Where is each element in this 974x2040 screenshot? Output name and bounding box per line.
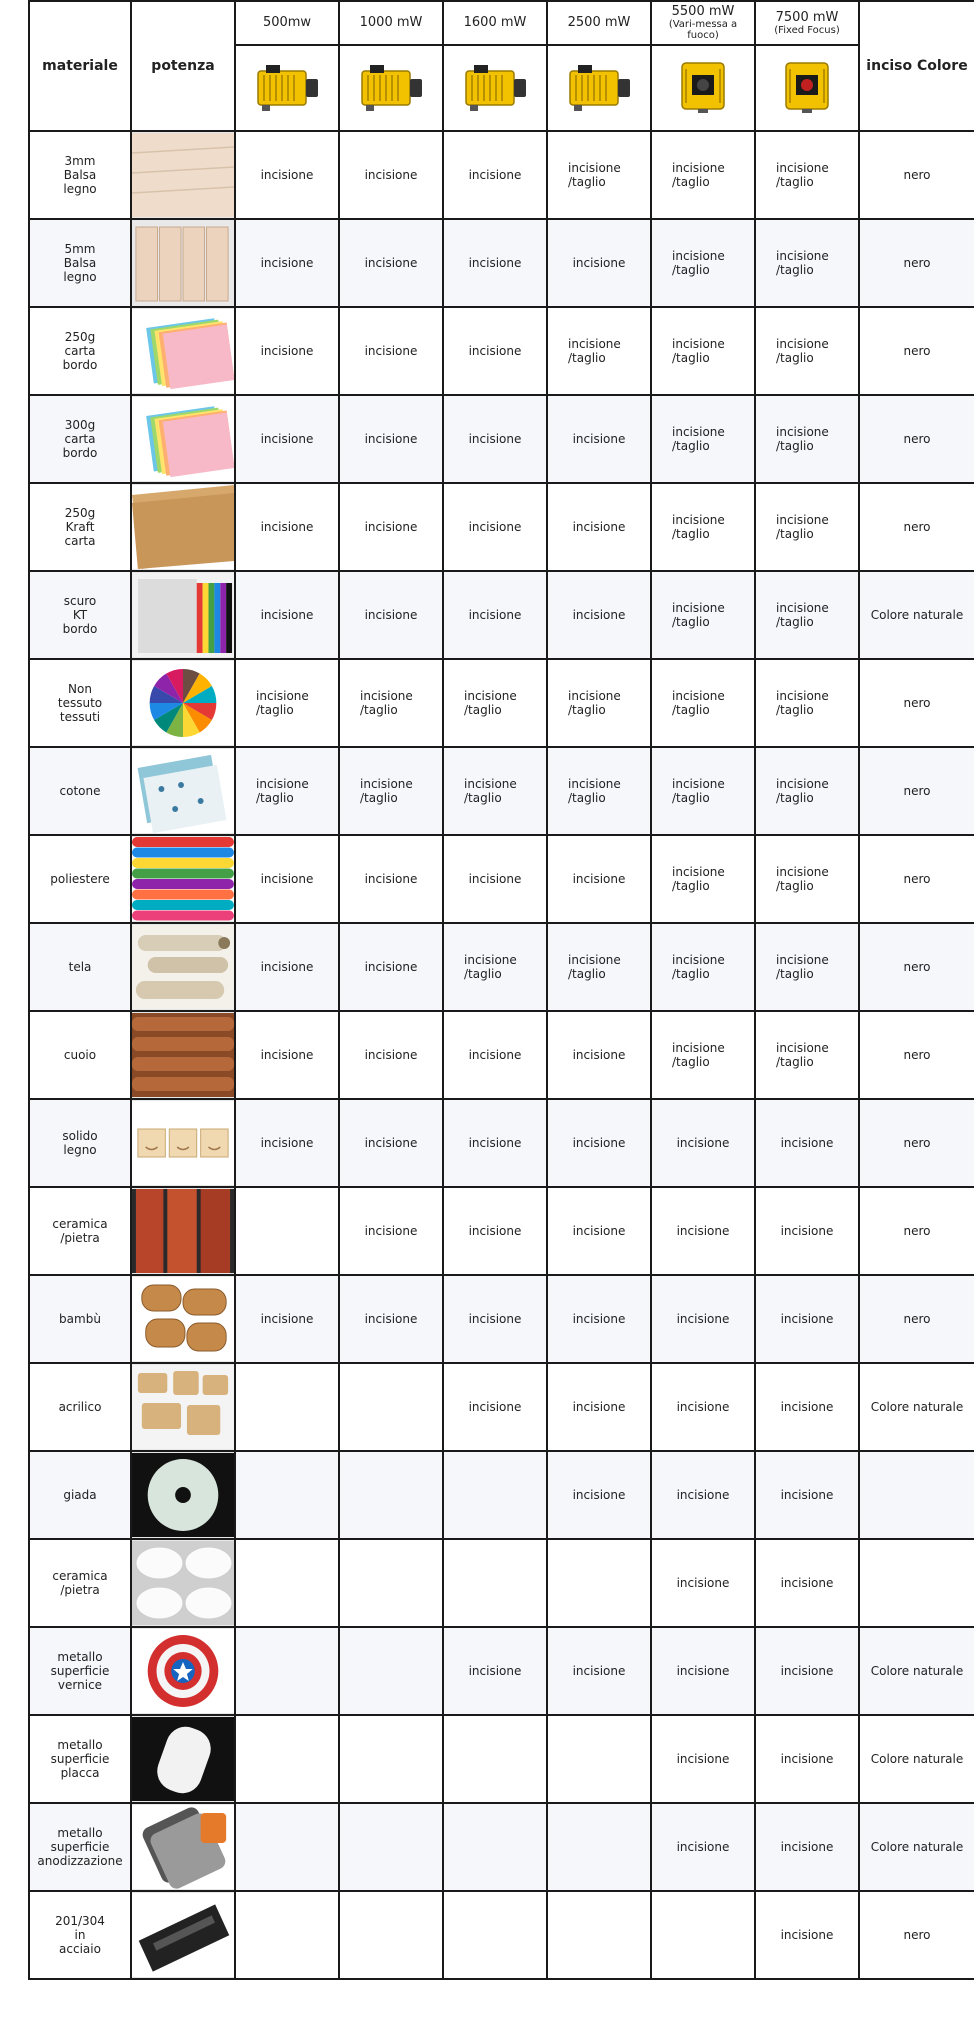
capability-cell: incisione bbox=[339, 923, 443, 1011]
table-row bbox=[29, 1363, 974, 1451]
capability-cell: incisione bbox=[755, 1099, 859, 1187]
capability-cell: incisione bbox=[443, 1099, 547, 1187]
table-row bbox=[29, 923, 974, 1011]
material-name: metallo superficie vernice bbox=[29, 1627, 131, 1715]
table-row bbox=[29, 1891, 974, 1979]
capability-cell: incisione bbox=[547, 1363, 651, 1451]
power-1600: 1600 mW bbox=[443, 1, 547, 45]
capability-cell: incisione /taglio bbox=[651, 571, 755, 659]
engraved-color: nero bbox=[859, 483, 974, 571]
capability-cell: incisione bbox=[755, 1275, 859, 1363]
header-engraved-color: inciso Colore bbox=[859, 1, 974, 131]
capability-cell bbox=[235, 1803, 339, 1891]
capability-cell: incisione bbox=[235, 1275, 339, 1363]
capability-cell: incisione bbox=[547, 1275, 651, 1363]
engraved-color: nero bbox=[859, 835, 974, 923]
engraved-color: nero bbox=[859, 1275, 974, 1363]
acrylic-pieces-image bbox=[131, 1363, 235, 1451]
power-500: 500mw bbox=[235, 1, 339, 45]
power-5500: 5500 mW (Vari-messa a fuoco) bbox=[651, 1, 755, 45]
capability-cell: incisione bbox=[443, 131, 547, 219]
power-2500: 2500 mW bbox=[547, 1, 651, 45]
table-row bbox=[29, 747, 974, 835]
painted-shield-image bbox=[131, 1627, 235, 1715]
capability-cell bbox=[443, 1451, 547, 1539]
engraved-color: nero bbox=[859, 659, 974, 747]
header-material: materiale bbox=[29, 1, 131, 131]
capability-cell: incisione bbox=[547, 219, 651, 307]
engraved-color: Colore naturale bbox=[859, 1715, 974, 1803]
capability-cell: incisione bbox=[651, 1363, 755, 1451]
table-row bbox=[29, 1803, 974, 1891]
capability-cell: incisione bbox=[339, 835, 443, 923]
table-row bbox=[29, 835, 974, 923]
capability-cell bbox=[339, 1363, 443, 1451]
capability-cell: incisione /taglio bbox=[651, 923, 755, 1011]
table-row bbox=[29, 1275, 974, 1363]
engraved-color: nero bbox=[859, 923, 974, 1011]
engraved-color: nero bbox=[859, 131, 974, 219]
capability-cell: incisione /taglio bbox=[339, 747, 443, 835]
capability-cell: incisione bbox=[339, 395, 443, 483]
capability-cell bbox=[547, 1891, 651, 1979]
capability-cell: incisione bbox=[339, 1187, 443, 1275]
capability-cell: incisione bbox=[235, 307, 339, 395]
material-name: 250g carta bordo bbox=[29, 307, 131, 395]
capability-cell: incisione bbox=[235, 1099, 339, 1187]
kt-board-image bbox=[131, 571, 235, 659]
capability-cell bbox=[339, 1451, 443, 1539]
header-power: potenza bbox=[131, 1, 235, 131]
engraved-color: nero bbox=[859, 747, 974, 835]
material-name: 201/304 in acciaio bbox=[29, 1891, 131, 1979]
material-name: giada bbox=[29, 1451, 131, 1539]
capability-cell: incisione bbox=[443, 1275, 547, 1363]
capability-cell: incisione /taglio bbox=[755, 747, 859, 835]
capability-cell: incisione bbox=[443, 219, 547, 307]
capability-cell: incisione bbox=[443, 1627, 547, 1715]
table-row bbox=[29, 1715, 974, 1803]
capability-cell: incisione bbox=[235, 395, 339, 483]
engraved-color bbox=[859, 1539, 974, 1627]
capability-cell bbox=[339, 1627, 443, 1715]
material-name: cuoio bbox=[29, 1011, 131, 1099]
material-name: scuro KT bordo bbox=[29, 571, 131, 659]
capability-cell: incisione /taglio bbox=[443, 659, 547, 747]
capability-cell: incisione bbox=[755, 1715, 859, 1803]
material-name: metallo superficie anodizzazione bbox=[29, 1803, 131, 1891]
capability-cell: incisione /taglio bbox=[755, 307, 859, 395]
capability-cell: incisione bbox=[651, 1187, 755, 1275]
material-name: 5mm Balsa legno bbox=[29, 219, 131, 307]
material-name: 300g carta bordo bbox=[29, 395, 131, 483]
capability-cell: incisione /taglio bbox=[755, 923, 859, 1011]
engraved-color bbox=[859, 1451, 974, 1539]
capability-cell: incisione bbox=[547, 395, 651, 483]
capability-cell bbox=[235, 1451, 339, 1539]
capability-cell: incisione bbox=[443, 835, 547, 923]
bamboo-mats-image bbox=[131, 1275, 235, 1363]
capability-cell: incisione bbox=[755, 1803, 859, 1891]
engraved-color: nero bbox=[859, 1099, 974, 1187]
capability-cell: incisione /taglio bbox=[547, 307, 651, 395]
capability-cell: incisione /taglio bbox=[547, 923, 651, 1011]
table-row bbox=[29, 1187, 974, 1275]
capability-cell: incisione bbox=[651, 1803, 755, 1891]
laser-module-icon bbox=[651, 45, 755, 131]
capability-cell: incisione /taglio bbox=[755, 1011, 859, 1099]
table-row bbox=[29, 659, 974, 747]
capability-cell: incisione /taglio bbox=[651, 307, 755, 395]
anodized-phone-image bbox=[131, 1803, 235, 1891]
material-name: Non tessuto tessuti bbox=[29, 659, 131, 747]
table-row bbox=[29, 483, 974, 571]
material-name: 250g Kraft carta bbox=[29, 483, 131, 571]
capability-cell: incisione /taglio bbox=[755, 131, 859, 219]
red-planks-image bbox=[131, 1187, 235, 1275]
capability-cell bbox=[443, 1715, 547, 1803]
capability-cell: incisione /taglio bbox=[755, 219, 859, 307]
capability-cell: incisione bbox=[235, 1011, 339, 1099]
capability-cell: incisione bbox=[235, 835, 339, 923]
capability-cell: incisione bbox=[235, 131, 339, 219]
table-row bbox=[29, 1099, 974, 1187]
capability-cell: incisione /taglio bbox=[235, 659, 339, 747]
engraved-color: nero bbox=[859, 1891, 974, 1979]
engraved-color: nero bbox=[859, 1011, 974, 1099]
cotton-fabric-image bbox=[131, 747, 235, 835]
capability-cell: incisione bbox=[755, 1539, 859, 1627]
capability-cell: incisione bbox=[339, 1275, 443, 1363]
capability-cell: incisione bbox=[755, 1451, 859, 1539]
material-name: ceramica /pietra bbox=[29, 1187, 131, 1275]
power-7500: 7500 mW (Fixed Focus) bbox=[755, 1, 859, 45]
canvas-rolls-image bbox=[131, 923, 235, 1011]
capability-cell: incisione bbox=[443, 307, 547, 395]
capability-cell: incisione /taglio bbox=[651, 131, 755, 219]
capability-cell bbox=[235, 1627, 339, 1715]
capability-cell: incisione bbox=[651, 1275, 755, 1363]
engraved-color: nero bbox=[859, 307, 974, 395]
colored-paper-image bbox=[131, 395, 235, 483]
capability-cell: incisione bbox=[443, 1187, 547, 1275]
capability-cell: incisione /taglio bbox=[755, 659, 859, 747]
wood-blocks-image bbox=[131, 1099, 235, 1187]
capability-cell: incisione /taglio bbox=[755, 835, 859, 923]
table-row bbox=[29, 307, 974, 395]
capability-cell: incisione bbox=[339, 1011, 443, 1099]
capability-cell: incisione bbox=[651, 1099, 755, 1187]
capability-cell: incisione /taglio bbox=[651, 1011, 755, 1099]
capability-cell: incisione bbox=[339, 483, 443, 571]
metal-tag-image bbox=[131, 1715, 235, 1803]
material-name: ceramica /pietra bbox=[29, 1539, 131, 1627]
capability-cell: incisione /taglio bbox=[755, 483, 859, 571]
capability-cell: incisione bbox=[339, 307, 443, 395]
capability-cell: incisione bbox=[547, 835, 651, 923]
capability-cell bbox=[443, 1891, 547, 1979]
capability-cell: incisione bbox=[547, 1099, 651, 1187]
capability-cell bbox=[443, 1539, 547, 1627]
capability-cell: incisione bbox=[547, 1627, 651, 1715]
capability-cell: incisione bbox=[235, 219, 339, 307]
material-name: tela bbox=[29, 923, 131, 1011]
laser-module-icon bbox=[339, 45, 443, 131]
capability-cell bbox=[339, 1539, 443, 1627]
capability-cell: incisione bbox=[651, 1451, 755, 1539]
capability-cell: incisione bbox=[443, 1363, 547, 1451]
capability-cell bbox=[547, 1715, 651, 1803]
material-name: acrilico bbox=[29, 1363, 131, 1451]
capability-cell: incisione bbox=[443, 483, 547, 571]
capability-cell: incisione bbox=[547, 483, 651, 571]
capability-cell: incisione /taglio bbox=[339, 659, 443, 747]
material-name: solido legno bbox=[29, 1099, 131, 1187]
laser-module-icon bbox=[443, 45, 547, 131]
capability-cell: incisione bbox=[443, 395, 547, 483]
table-row bbox=[29, 1451, 974, 1539]
capability-cell bbox=[443, 1803, 547, 1891]
capability-cell: incisione bbox=[755, 1891, 859, 1979]
capability-cell: incisione bbox=[443, 1011, 547, 1099]
colored-paper-image bbox=[131, 307, 235, 395]
table-row bbox=[29, 219, 974, 307]
capability-cell bbox=[235, 1539, 339, 1627]
polyester-rolls-image bbox=[131, 835, 235, 923]
laser-module-icon bbox=[547, 45, 651, 131]
capability-cell: incisione /taglio bbox=[755, 395, 859, 483]
material-name: poliestere bbox=[29, 835, 131, 923]
capability-cell: incisione bbox=[547, 1451, 651, 1539]
table-row bbox=[29, 1539, 974, 1627]
capability-cell: incisione /taglio bbox=[651, 219, 755, 307]
engraved-color: nero bbox=[859, 219, 974, 307]
engraved-color: Colore naturale bbox=[859, 1363, 974, 1451]
capability-cell: incisione bbox=[339, 131, 443, 219]
white-plates-image bbox=[131, 1539, 235, 1627]
table-row bbox=[29, 131, 974, 219]
capability-cell bbox=[235, 1363, 339, 1451]
capability-cell bbox=[339, 1715, 443, 1803]
balsa-blocks-image bbox=[131, 219, 235, 307]
capability-cell bbox=[235, 1891, 339, 1979]
capability-cell: incisione bbox=[235, 571, 339, 659]
engraved-color: nero bbox=[859, 395, 974, 483]
balsa-sheets-image bbox=[131, 131, 235, 219]
engraved-color: Colore naturale bbox=[859, 1627, 974, 1715]
capability-cell: incisione bbox=[547, 571, 651, 659]
capability-cell: incisione bbox=[339, 1099, 443, 1187]
capability-cell: incisione bbox=[547, 1011, 651, 1099]
table-row bbox=[29, 1627, 974, 1715]
capability-cell: incisione /taglio bbox=[443, 923, 547, 1011]
jade-disc-image bbox=[131, 1451, 235, 1539]
capability-cell: incisione bbox=[755, 1363, 859, 1451]
capability-cell: incisione bbox=[651, 1715, 755, 1803]
table-row bbox=[29, 1011, 974, 1099]
capability-cell bbox=[339, 1891, 443, 1979]
capability-cell: incisione /taglio bbox=[651, 659, 755, 747]
capability-cell: incisione /taglio bbox=[651, 747, 755, 835]
capability-cell bbox=[651, 1891, 755, 1979]
capability-cell bbox=[339, 1803, 443, 1891]
capability-cell: incisione bbox=[651, 1627, 755, 1715]
capability-cell bbox=[547, 1803, 651, 1891]
laser-module-icon bbox=[235, 45, 339, 131]
capability-cell bbox=[235, 1187, 339, 1275]
engraved-color: Colore naturale bbox=[859, 1803, 974, 1891]
leather-image bbox=[131, 1011, 235, 1099]
engraved-color: Colore naturale bbox=[859, 571, 974, 659]
capability-cell: incisione bbox=[339, 571, 443, 659]
material-name: 3mm Balsa legno bbox=[29, 131, 131, 219]
material-power-table bbox=[28, 0, 974, 1980]
capability-cell: incisione /taglio bbox=[651, 395, 755, 483]
power-1000: 1000 mW bbox=[339, 1, 443, 45]
capability-cell: incisione /taglio bbox=[547, 131, 651, 219]
capability-cell: incisione bbox=[235, 923, 339, 1011]
capability-cell: incisione /taglio bbox=[547, 659, 651, 747]
capability-cell: incisione bbox=[339, 219, 443, 307]
capability-cell: incisione bbox=[443, 571, 547, 659]
capability-cell: incisione /taglio bbox=[443, 747, 547, 835]
capability-cell: incisione bbox=[755, 1187, 859, 1275]
engraved-color: nero bbox=[859, 1187, 974, 1275]
capability-cell: incisione /taglio bbox=[755, 571, 859, 659]
table-row bbox=[29, 571, 974, 659]
capability-cell: incisione /taglio bbox=[651, 483, 755, 571]
capability-cell: incisione bbox=[235, 483, 339, 571]
capability-cell bbox=[547, 1539, 651, 1627]
capability-cell: incisione bbox=[651, 1539, 755, 1627]
material-name: cotone bbox=[29, 747, 131, 835]
steel-profile-image bbox=[131, 1891, 235, 1979]
capability-cell: incisione bbox=[755, 1627, 859, 1715]
laser-module-icon bbox=[755, 45, 859, 131]
capability-cell: incisione bbox=[547, 1187, 651, 1275]
capability-cell bbox=[235, 1715, 339, 1803]
material-name: bambù bbox=[29, 1275, 131, 1363]
capability-cell: incisione /taglio bbox=[235, 747, 339, 835]
kraft-paper-image bbox=[131, 483, 235, 571]
capability-cell: incisione /taglio bbox=[547, 747, 651, 835]
material-name: metallo superficie placca bbox=[29, 1715, 131, 1803]
table-row bbox=[29, 395, 974, 483]
capability-cell: incisione /taglio bbox=[651, 835, 755, 923]
nonwoven-fan-image bbox=[131, 659, 235, 747]
